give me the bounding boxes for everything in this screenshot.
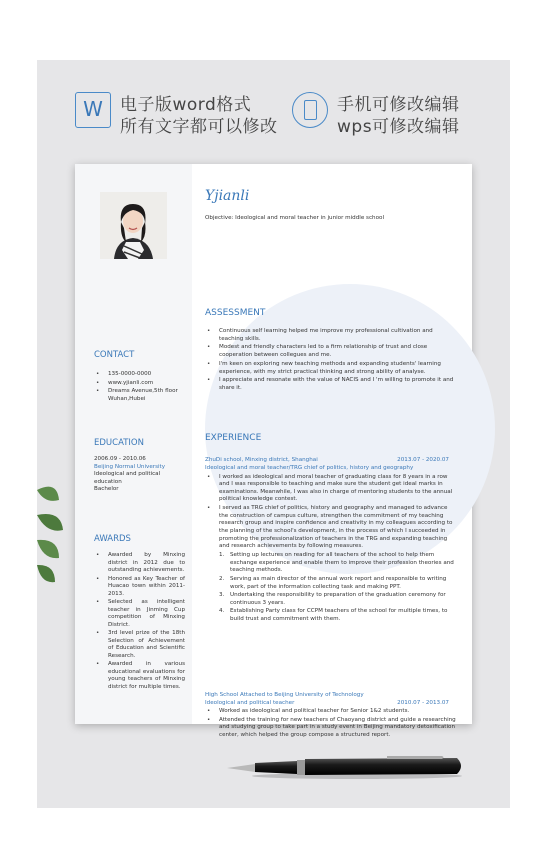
- job-1-header: [205, 457, 457, 465]
- mobile-phone-icon: [292, 92, 328, 128]
- feature-mobile-line1: 手机可修改编辑: [337, 95, 460, 115]
- word-doc-icon: W: [75, 92, 111, 128]
- feature-word-line2: 所有文字都可以修改: [120, 117, 278, 137]
- education-degree: Bachelor: [94, 486, 119, 492]
- job-1-step: 3. Undertaking the responsibility to preparation of the graduation ceremony for continuous 3 years.: [219, 592, 446, 606]
- award-item: • Awarded by Minxing district in 2012 due to outstanding achievements.: [94, 552, 185, 575]
- contact-address: • Dreams Avenue,5th floor Wuhan,Hubei: [94, 388, 186, 403]
- job-1-place: ZhuDi school, Minxing district, Shanghai: [205, 457, 318, 463]
- preview-canvas: [37, 60, 510, 808]
- assessment-list: [205, 328, 457, 394]
- education-block: [94, 456, 186, 494]
- feature-word: [75, 86, 278, 140]
- feature-mobile-line2: wps可修改编辑: [337, 117, 460, 137]
- job-1-step: 1. Setting up lectures on reading for all teachers of the school to help them exchange experience and enable them to improve their profession theories and teaching methods.: [219, 552, 454, 574]
- feature-banner: [37, 86, 510, 140]
- candidate-name: Yjianli: [205, 188, 250, 204]
- assessment-item: • Continuous self learning helped me improve my professional cultivation and teaching skills.: [205, 328, 457, 343]
- education-title: EDUCATION: [94, 438, 144, 448]
- job-1-dates: 2013.07 - 2020.07: [397, 457, 449, 463]
- job-2-dates: 2010.07 - 2013.07: [397, 700, 449, 706]
- contact-title: CONTACT: [94, 350, 135, 360]
- job-1-step: 4. Establishing Party class for CCPM teachers of the school for multiple times, to build trust and commitment with them.: [219, 608, 448, 622]
- profile-photo: [100, 192, 167, 259]
- job-1-bullet: • I worked as ideological and moral teacher of graduating class for 8 years in a row and I was responsible to teaching and make sure the student get ideal marks in examinations. Meanwhile, I was also in charge of mentoring students to the annual political knowledge contest.: [205, 474, 457, 504]
- fountain-pen-decoration: [227, 750, 467, 780]
- plant-decoration: [37, 460, 65, 600]
- objective: Objective: Ideological and moral teacher in junior middle school: [205, 215, 384, 221]
- assessment-item: • I appreciate and resonate with the value of NACIS and I 'm willing to promote it and share it.: [205, 377, 457, 392]
- job-1-bullet: • I served as TRG chief of politics, history and geography and managed to advance the construction of campus culture, strengthen the commitment of my teaching research group and inspire confidence and creativity in my colleagues according to the planning of the school's development, in the process of which I succeeded in promoting the professionalization of teachers in the TRG and expanding teaching and research achievements by following measures.: [205, 505, 457, 551]
- contact-website[interactable]: • www.yjianli.com: [94, 380, 186, 388]
- assessment-item: • I'm keen on exploring new teaching methods and expanding students' learning experience, with my strict practical thinking and strong ability of analyse.: [205, 361, 457, 376]
- job-2-subheader: [205, 700, 457, 708]
- contact-list: [94, 371, 186, 404]
- experience-title: EXPERIENCE: [205, 433, 262, 443]
- job-2-header: [205, 692, 457, 700]
- resume-page: [75, 164, 472, 739]
- job-1-step: 2. Serving as main director of the annual work report and responsible to writing work, part of the information collecting task and making PPT.: [219, 575, 447, 590]
- feature-mobile: [292, 86, 502, 140]
- awards-title: AWARDS: [94, 534, 131, 544]
- assessment-item: • Modest and friendly characters led to a firm relationship of trust and close cooperation between collegues and me.: [205, 344, 457, 359]
- education-school: Beijing Normal University: [94, 463, 166, 470]
- assessment-title: ASSESSMENT: [205, 308, 266, 318]
- awards-list: [94, 552, 185, 692]
- education-dates: 2006.09 - 2010.06: [94, 456, 146, 462]
- award-item: • Honored as Key Teacher of Huacao town within 2011-2013.: [94, 576, 185, 599]
- job-1: [205, 457, 457, 624]
- job-2-place: High School Attached to Beijing University of Technology: [205, 692, 364, 698]
- award-item: • Selected as intelligent teacher in Jinming Cup competition of Minxing District.: [94, 599, 185, 629]
- job-2-bullet: • Worked as ideological and political teacher for Senior 1&2 students.: [205, 708, 457, 716]
- award-item: • Awarded in various educational evaluations for young teachers of Minxing district for multiple times.: [94, 661, 185, 691]
- job-2-role: Ideological and political teacher: [205, 700, 295, 706]
- job-2-bullet: • Attended the training for new teachers of Chaoyang district and guide a researching and studying group to take part in a study event in Beijing mandatory detoxification center, which helped the group compose a structured report.: [205, 717, 457, 740]
- job-2: [205, 692, 457, 741]
- job-1-role: Ideological and moral teacher/TRG chief of politics, history and geography: [205, 465, 414, 471]
- education-major: Ideological and political education: [94, 471, 161, 485]
- contact-phone: • 135-0000-0000: [94, 371, 186, 379]
- feature-word-line1: 电子版word格式: [120, 95, 252, 115]
- award-item: • 3rd level prize of the 18th Selection of Achievement of Education and Scientific Research.: [94, 630, 185, 660]
